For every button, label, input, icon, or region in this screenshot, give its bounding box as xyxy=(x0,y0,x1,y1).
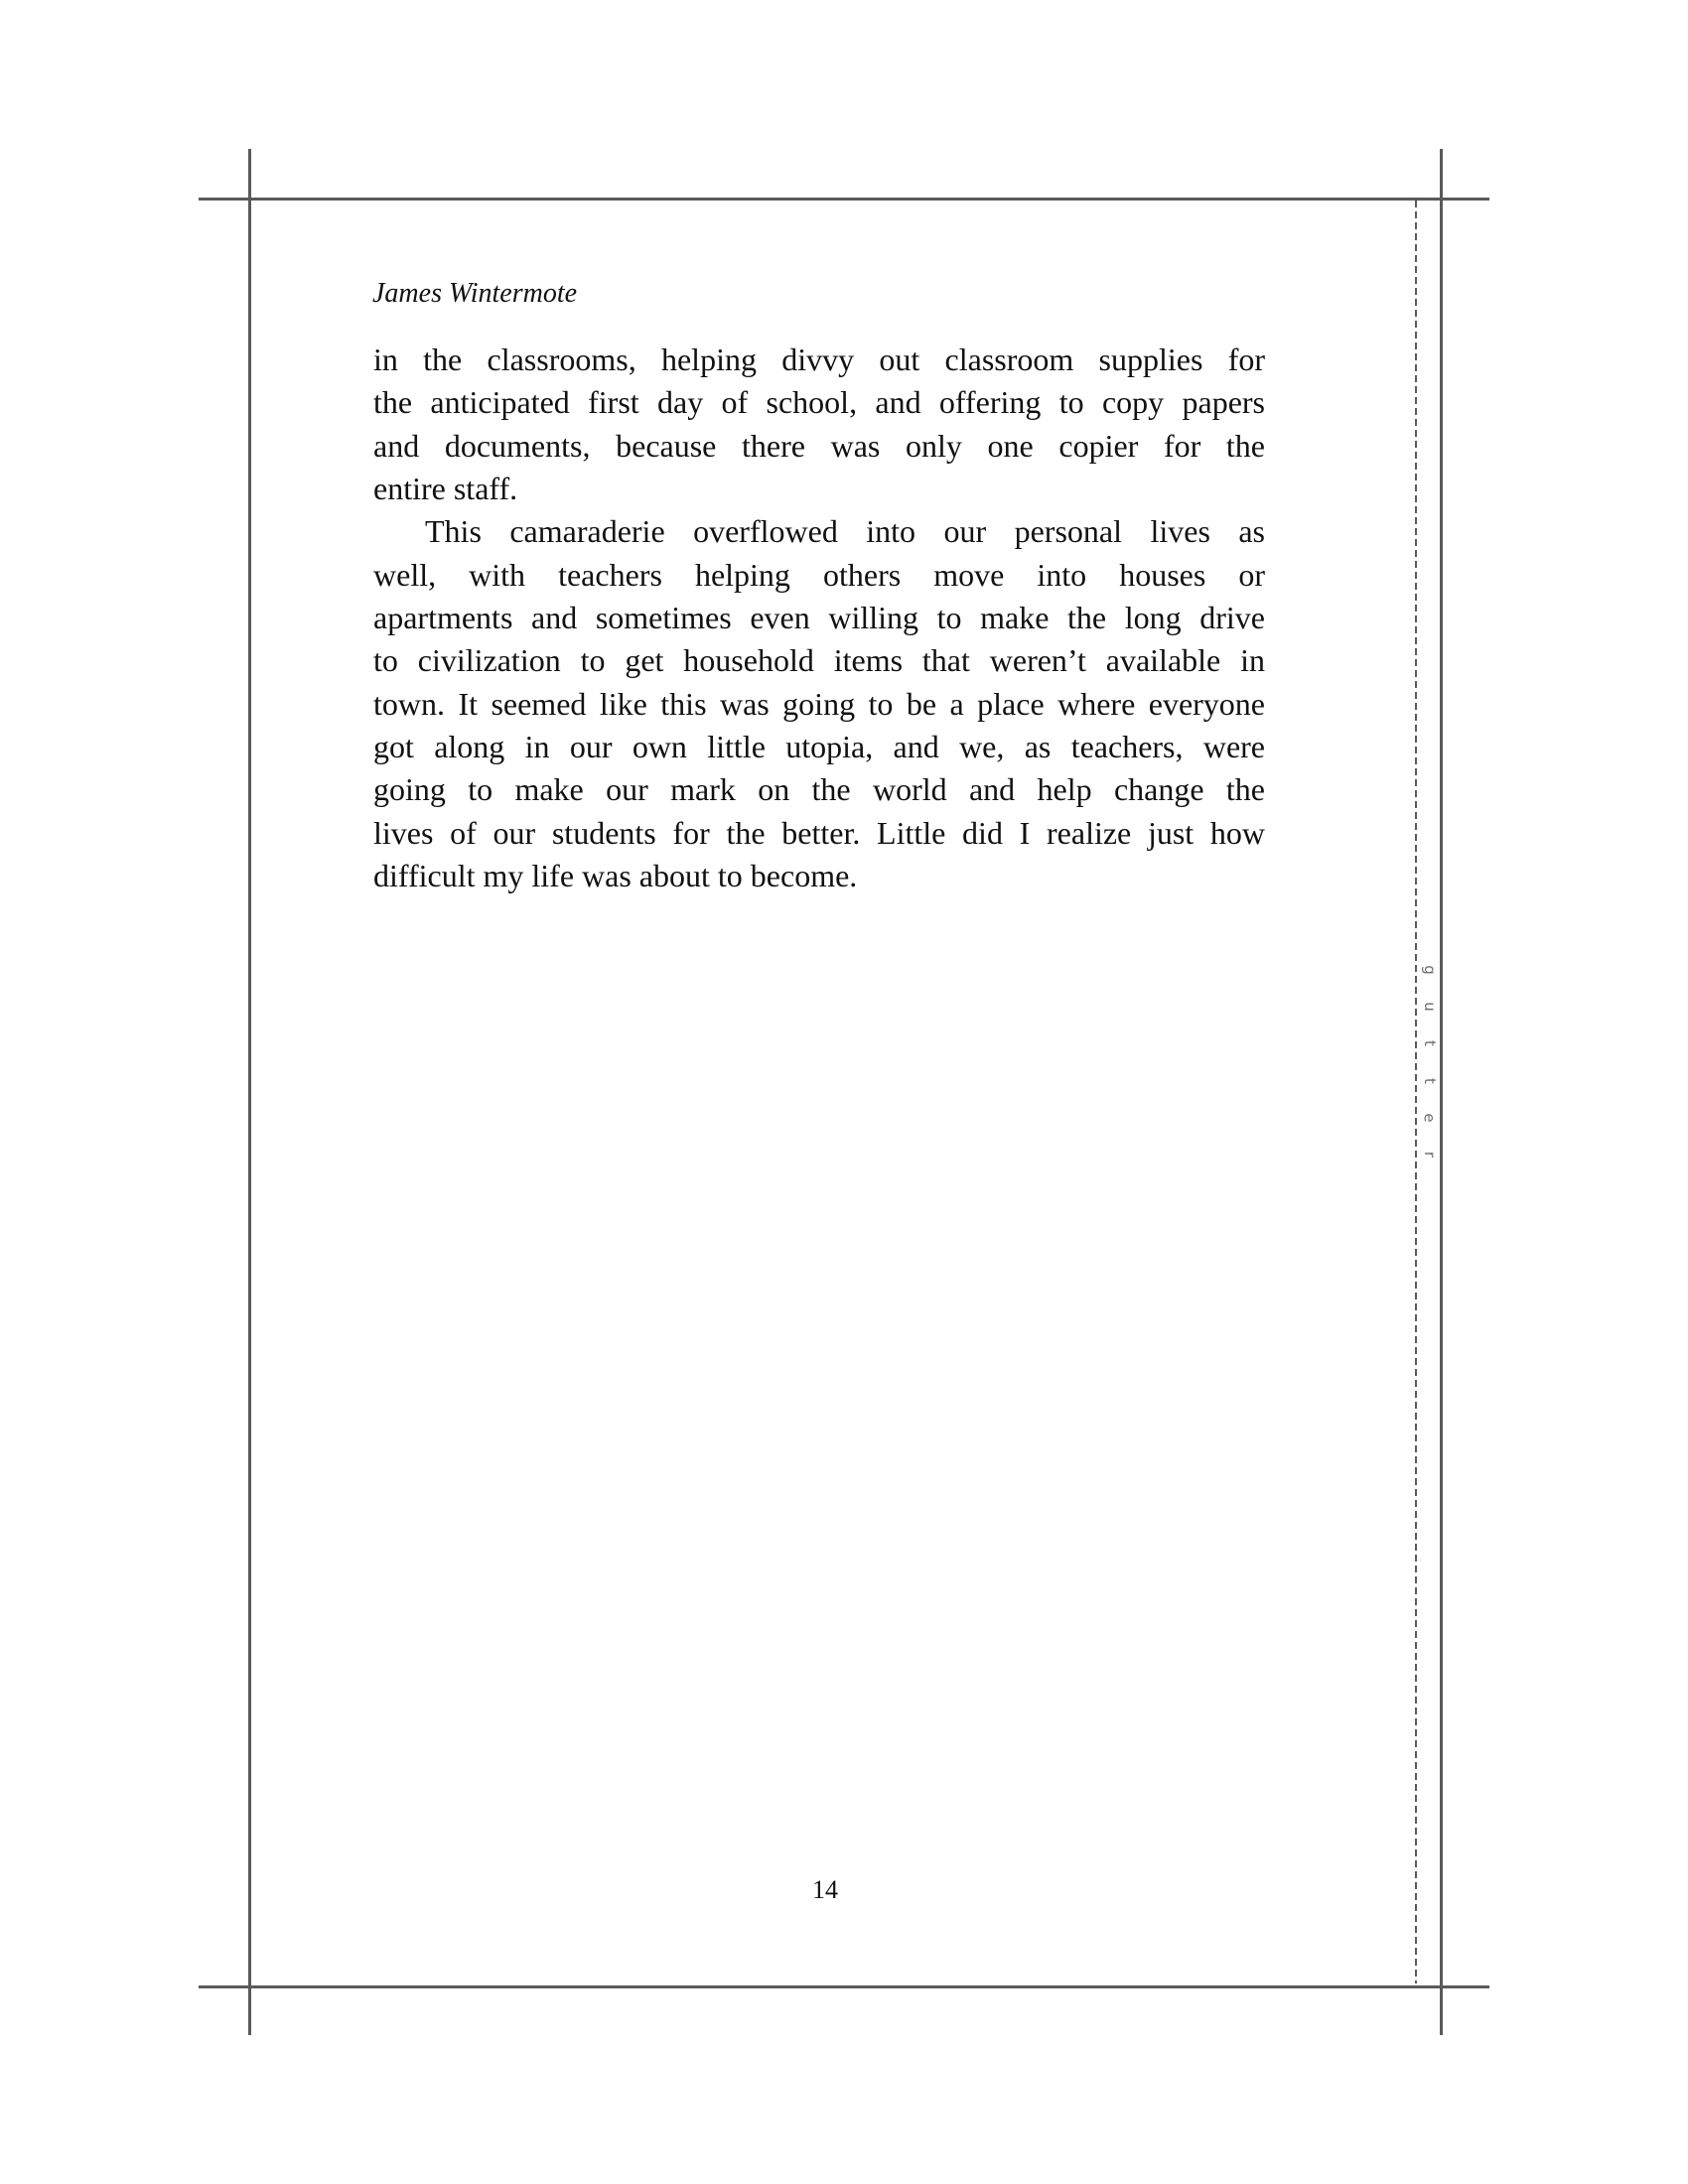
text-line: lives of our students for the better. Little did I realize just how xyxy=(373,814,1265,851)
text-line: This camaraderie overflowed into our personal lives as xyxy=(425,513,1265,550)
running-head-author: James Wintermote xyxy=(372,278,578,309)
text-line: town. It seemed like this was going to be a place where everyone xyxy=(373,685,1265,722)
gutter-dashed-line xyxy=(1415,201,1417,1983)
text-line: the anticipated first day of school, and offering to copy papers xyxy=(373,384,1265,421)
text-line: in the classrooms, helping divvy out classroom supplies for xyxy=(373,341,1265,377)
text-line: to civilization to get household items that weren’t available in xyxy=(373,642,1265,679)
gutter-letter: g xyxy=(1421,965,1439,975)
page-number: 14 xyxy=(812,1875,838,1904)
body-text xyxy=(373,339,1265,897)
crop-mark-top-horizontal xyxy=(199,198,1489,201)
gutter-letter: t xyxy=(1420,1040,1439,1047)
text-line: entire staff. xyxy=(373,470,518,506)
gutter-letter: u xyxy=(1420,1002,1439,1012)
paragraph-2 xyxy=(373,510,1265,897)
text-line: difficult my life was about to become. xyxy=(373,857,858,893)
gutter-letter: e xyxy=(1420,1113,1439,1123)
text-line: apartments and sometimes even willing to make the long drive xyxy=(373,599,1265,635)
gutter-letter: t xyxy=(1420,1077,1439,1084)
gutter-letter: r xyxy=(1420,1151,1439,1159)
crop-mark-left-vertical xyxy=(248,149,251,2035)
text-line: and documents, because there was only one copier for the xyxy=(373,427,1265,464)
text-line: got along in our own little utopia, and we, as teachers, were xyxy=(373,728,1265,764)
text-line: well, with teachers helping others move into houses or xyxy=(373,556,1265,593)
crop-mark-bottom-horizontal xyxy=(199,1985,1489,1988)
text-line: going to make our mark on the world and help change the xyxy=(373,771,1265,808)
paragraph-1 xyxy=(373,339,1265,510)
gutter-label xyxy=(1418,961,1442,1163)
